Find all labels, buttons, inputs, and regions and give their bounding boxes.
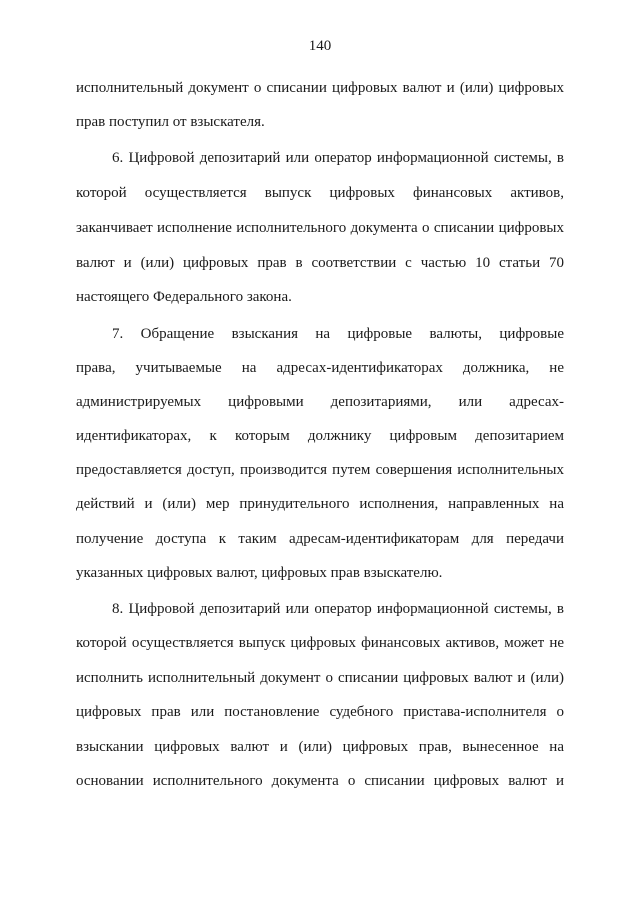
text-line: получение доступа к таким адресам-идентификаторам для передачи bbox=[76, 531, 564, 547]
text-line: действий и (или) мер принудительного исполнения, направленных на bbox=[76, 496, 564, 512]
text-line: предоставляется доступ, производится путем совершения исполнительных bbox=[76, 462, 564, 478]
text-line: которой осуществляется выпуск цифровых финансовых активов, может не bbox=[76, 635, 564, 651]
text-line: администрируемых цифровыми депозитариями, или адресах- bbox=[76, 394, 564, 410]
paragraph-start: 7. Обращение взыскания на цифровые валюты, цифровые bbox=[112, 326, 564, 342]
text-line: идентификаторах, к которым должнику цифровым депозитарием bbox=[76, 428, 564, 444]
text-line: прав поступил от взыскателя. bbox=[76, 114, 265, 130]
paragraph-start: 6. Цифровой депозитарий или оператор информационной системы, в bbox=[112, 150, 564, 166]
text-line: которой осуществляется выпуск цифровых финансовых активов, bbox=[76, 185, 564, 201]
text-line: основании исполнительного документа о списании цифровых валют и bbox=[76, 773, 564, 789]
text-line: права, учитываемые на адресах-идентификаторах должника, не bbox=[76, 360, 564, 376]
paragraph-start: 8. Цифровой депозитарий или оператор информационной системы, в bbox=[112, 601, 564, 617]
text-line: заканчивает исполнение исполнительного документа о списании цифровых bbox=[76, 220, 564, 236]
text-line: исполнительный документ о списании цифровых валют и (или) цифровых bbox=[76, 80, 564, 96]
text-line: цифровых прав или постановление судебного пристава-исполнителя о bbox=[76, 704, 564, 720]
text-line: настоящего Федерального закона. bbox=[76, 289, 292, 305]
text-line: валют и (или) цифровых прав в соответствии с частью 10 статьи 70 bbox=[76, 255, 564, 271]
text-line: взыскании цифровых валют и (или) цифровых прав, вынесенное на bbox=[76, 739, 564, 755]
text-line: исполнить исполнительный документ о списании цифровых валют и (или) bbox=[76, 670, 564, 686]
text-line: указанных цифровых валют, цифровых прав взыскателю. bbox=[76, 565, 443, 581]
page-number: 140 bbox=[308, 38, 332, 54]
